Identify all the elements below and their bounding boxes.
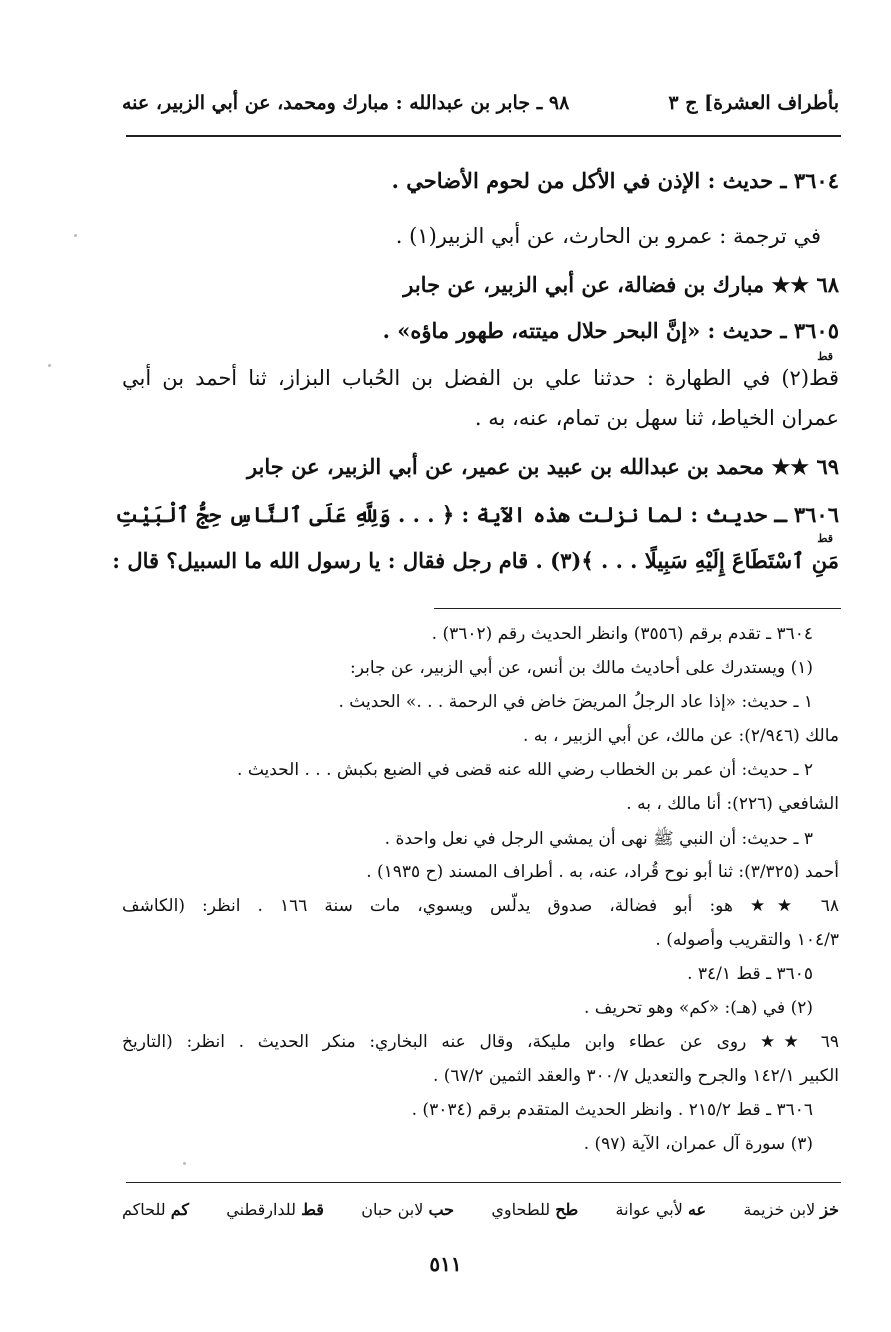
footnote-line: أحمد (٣/٣٢٥): ثنا أبو نوح قُراد، عنه، به . أطراف المسند (ح ١٩٣٥) . [366, 862, 839, 882]
footnote-line: ٣٦٠٥ ـ قط ٣٤/١ . [687, 964, 813, 984]
header-divider [126, 135, 841, 137]
scan-speck [183, 1162, 186, 1165]
abbreviation-item: قط للدارقطني [226, 1200, 324, 1219]
margin-siglum-1: قط [817, 350, 833, 363]
hadith-3604-source: في ترجمة : عمرو بن الحارث، عن أبي الزبير(١) . [395, 224, 821, 248]
abbreviation-item: خز لابن خزيمة [743, 1200, 839, 1219]
footnote-line: الشافعي (٢٢٦): أنا مالك ، به . [626, 794, 839, 814]
hadith-3606-title-line1: ٣٦٠٦ ـ حديث : لما نزلت هذه الآية : ﴿ . . . وَلِلَّهِ عَلَى ٱلنَّاسِ حِجُّ ٱلْبَيْتِ [115, 502, 839, 527]
abbreviation-item: عه لأبي عوانة [615, 1200, 707, 1219]
abbreviation-item: طح للطحاوي [491, 1200, 579, 1219]
hadith-3605-title: ٣٦٠٥ ـ حديث : «إنَّ البحر حلال ميتته، طهور ماؤه» . [382, 318, 839, 343]
footnote-line: (٢) في (هـ): «كم» وهو تحريف . [583, 998, 813, 1018]
footnote-line: ٦٩ ★★ روى عن عطاء وابن مليكة، وقال عنه البخاري: منكر الحديث . انظر: (التاريخ [122, 1032, 839, 1052]
running-header [122, 86, 839, 120]
abbreviations-divider [126, 1182, 841, 1183]
footnote-line: الكبير ١٤٢/١ والجرح والتعديل ٣٠٠/٧ والعقد الثمين ٦٧/٢) . [432, 1066, 839, 1086]
abbreviations-key [122, 1200, 839, 1219]
footnote-line: ٦٨ ★★ هو: أبو فضالة، صدوق يدلّس ويسوي، مات سنة ١٦٦ . انظر: (الكاشف [122, 896, 839, 916]
footnote-divider [434, 608, 841, 609]
abbreviation-item: كم للحاكم [122, 1200, 189, 1219]
hadith-3605-isnad-line2: عمران الخياط، ثنا سهل بن تمام، عنه، به . [474, 406, 839, 430]
page-number: ٥١١ [429, 1252, 462, 1276]
narrator-chain-68: ٦٨ ★★ مبارك بن فضالة، عن أبي الزبير، عن جابر [403, 272, 839, 297]
footnote-line: ١ ـ حديث: «إذا عاد الرجلُ المريضَ خاض في الرحمة . . .» الحديث . [338, 692, 813, 712]
narrator-chain-69: ٦٩ ★★ محمد بن عبدالله بن عبيد بن عمير، عن أبي الزبير، عن جابر [246, 454, 839, 479]
abbreviation-item: حب لابن حبان [361, 1200, 455, 1219]
hadith-3604-title: ٣٦٠٤ ـ حديث : الإذن في الأكل من لحوم الأضاحي . [391, 168, 839, 193]
footnote-line: ٣ ـ حديث: أن النبي ﷺ نهى أن يمشي الرجل في نعل واحدة . [384, 829, 813, 849]
footnote-line: (٣) سورة آل عمران، الآية (٩٧) . [583, 1134, 813, 1154]
scan-speck [48, 364, 51, 367]
footnote-line: ١٠٤/٣ والتقريب وأصوله) . [655, 930, 839, 950]
scan-speck [74, 234, 77, 237]
hadith-3605-isnad-line1: قط(٢) في الطهارة : حدثنا علي بن الفضل بن الحُباب البزاز، ثنا أحمد بن أبي [122, 366, 839, 390]
footnote-line: ٢ ـ حديث: أن عمر بن الخطاب رضي الله عنه قضى في الضبع بكبش . . . الحديث . [237, 760, 813, 780]
footnote-line: ٣٦٠٤ ـ تقدم برقم (٣٥٥٦) وانظر الحديث رقم (٣٦٠٢) . [431, 624, 813, 644]
footnote-line: ٣٦٠٦ ـ قط ٢١٥/٢ . وانظر الحديث المتقدم برقم (٣٠٣٤) . [411, 1100, 813, 1120]
hadith-3606-title-line2: مَنِ ٱسْتَطَاعَ إِلَيْهِ سَبِيلًا . . . ﴾(٣) . قام رجل فقال : يا رسول الله ما السبيل؟ قال : [112, 548, 839, 573]
header-chapter-title: ٩٨ ـ جابر بن عبدالله : مبارك ومحمد، عن أبي الزبير، عنه [122, 92, 570, 114]
footnote-line: (١) ويستدرك على أحاديث مالك بن أنس، عن أبي الزبير، عن جابر: [350, 658, 813, 678]
margin-siglum-2: قط [817, 532, 833, 545]
header-book-title: بأطراف العشرة] ج ٣ [668, 92, 839, 114]
footnote-line: مالك (٢/٩٤٦): عن مالك، عن أبي الزبير ، به . [522, 726, 839, 746]
